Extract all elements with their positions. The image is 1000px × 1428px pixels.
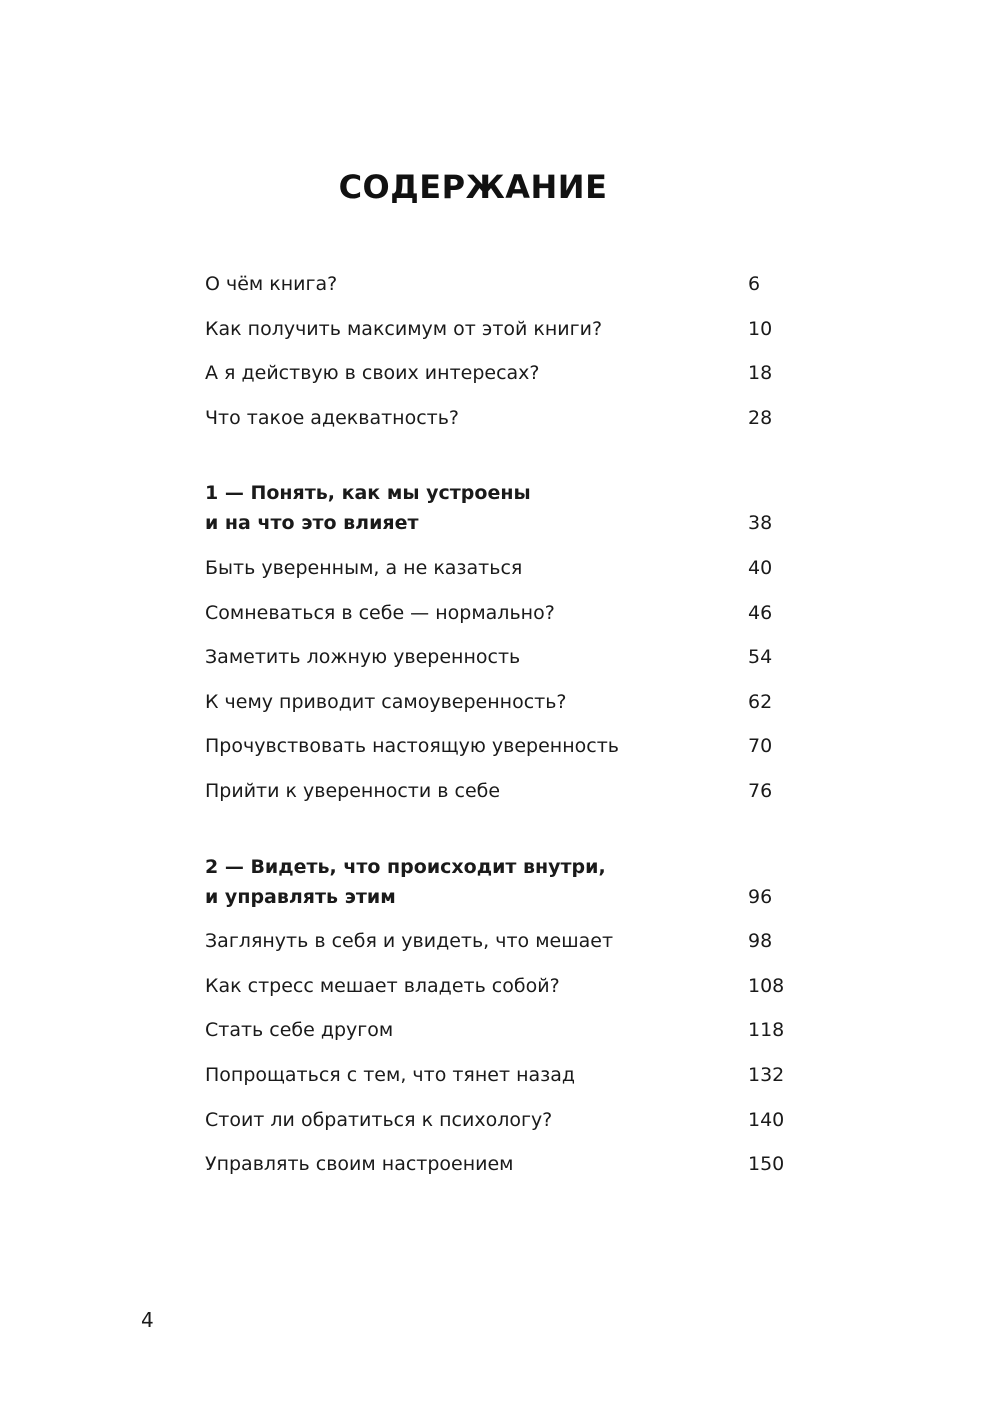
- toc-entry[interactable]: [205, 639, 800, 684]
- chapter-2-page: 96: [748, 885, 773, 908]
- chapter-1-page: 38: [748, 512, 773, 535]
- toc-entry-title: О чём книга?: [205, 273, 338, 295]
- toc-entry-page: 6: [748, 273, 761, 295]
- toc-entry-page: 10: [748, 317, 773, 340]
- toc-entry[interactable]: [205, 684, 800, 729]
- toc-entry-title: Быть уверенным, а не казаться: [205, 556, 523, 579]
- toc-entry[interactable]: [205, 595, 800, 640]
- section-spacer: [205, 444, 800, 475]
- toc-entry[interactable]: [205, 968, 800, 1013]
- toc-entry[interactable]: [205, 550, 800, 595]
- toc-entry[interactable]: [205, 311, 800, 356]
- chapter-2-title-line2: и управлять этим: [205, 885, 396, 908]
- toc-entry-title: Прочувствовать настоящую уверенность: [205, 735, 619, 758]
- chapter-2-heading[interactable]: [205, 849, 800, 924]
- toc-entry-page: 40: [748, 556, 773, 579]
- toc-entry-page: 70: [748, 735, 773, 758]
- toc-entry-page: 118: [748, 1019, 785, 1042]
- toc-entry[interactable]: [205, 1146, 800, 1191]
- toc-entry[interactable]: [205, 1012, 800, 1057]
- toc-entry-title: Стать себе другом: [205, 1019, 394, 1042]
- toc-entry[interactable]: [205, 1057, 800, 1102]
- table-of-contents: [205, 266, 800, 1191]
- toc-entry-page: 98: [748, 930, 773, 953]
- toc-entry[interactable]: [205, 923, 800, 968]
- toc-entry[interactable]: [205, 773, 800, 818]
- toc-entry-page: 18: [748, 362, 773, 385]
- toc-entry-title: Стоит ли обратиться к психологу?: [205, 1108, 553, 1131]
- toc-entry-page: 132: [748, 1063, 785, 1086]
- toc-entry-title: К чему приводит самоуверенность?: [205, 690, 567, 713]
- toc-entry-page: 54: [748, 646, 773, 669]
- chapter-1-title-line1: 1 — Понять, как мы устроены: [205, 482, 531, 505]
- toc-entry-title: Как стресс мешает владеть собой?: [205, 974, 560, 997]
- toc-entry-title: Прийти к уверенности в себе: [205, 779, 501, 802]
- toc-entry-page: 28: [748, 406, 773, 429]
- toc-entry[interactable]: [205, 266, 800, 311]
- toc-entry-title: Заглянуть в себя и увидеть, что мешает: [205, 930, 614, 953]
- toc-entry[interactable]: [205, 1102, 800, 1147]
- page-title: СОДЕРЖАНИЕ: [338, 168, 608, 206]
- toc-entry[interactable]: [205, 728, 800, 773]
- toc-entry-page: 140: [748, 1108, 785, 1131]
- toc-entry-title: А я действую в своих интересах?: [205, 362, 540, 385]
- toc-entry-title: Заметить ложную уверенность: [205, 646, 521, 669]
- toc-entry-page: 108: [748, 974, 785, 997]
- toc-entry-page: 150: [748, 1153, 785, 1176]
- toc-entry-title: Управлять своим настроением: [205, 1153, 514, 1176]
- chapter-1-title-line2: и на что это влияет: [205, 512, 419, 535]
- toc-entry-title: Что такое адекватность?: [205, 406, 459, 429]
- toc-entry[interactable]: [205, 400, 800, 445]
- toc-entry-page: 46: [748, 601, 773, 624]
- chapter-1-heading[interactable]: [205, 475, 800, 550]
- toc-entry-title: Как получить максимум от этой книги?: [205, 317, 603, 340]
- toc-entry-title: Попрощаться с тем, что тянет назад: [205, 1063, 576, 1086]
- toc-entry-page: 76: [748, 779, 773, 802]
- chapter-2-title-line1: 2 — Видеть, что происходит внутри,: [205, 855, 606, 878]
- toc-entry-page: 62: [748, 690, 773, 713]
- toc-entry-title: Сомневаться в себе — нормально?: [205, 601, 555, 624]
- toc-entry[interactable]: [205, 355, 800, 400]
- page-number: 4: [141, 1308, 154, 1332]
- section-spacer: [205, 818, 800, 849]
